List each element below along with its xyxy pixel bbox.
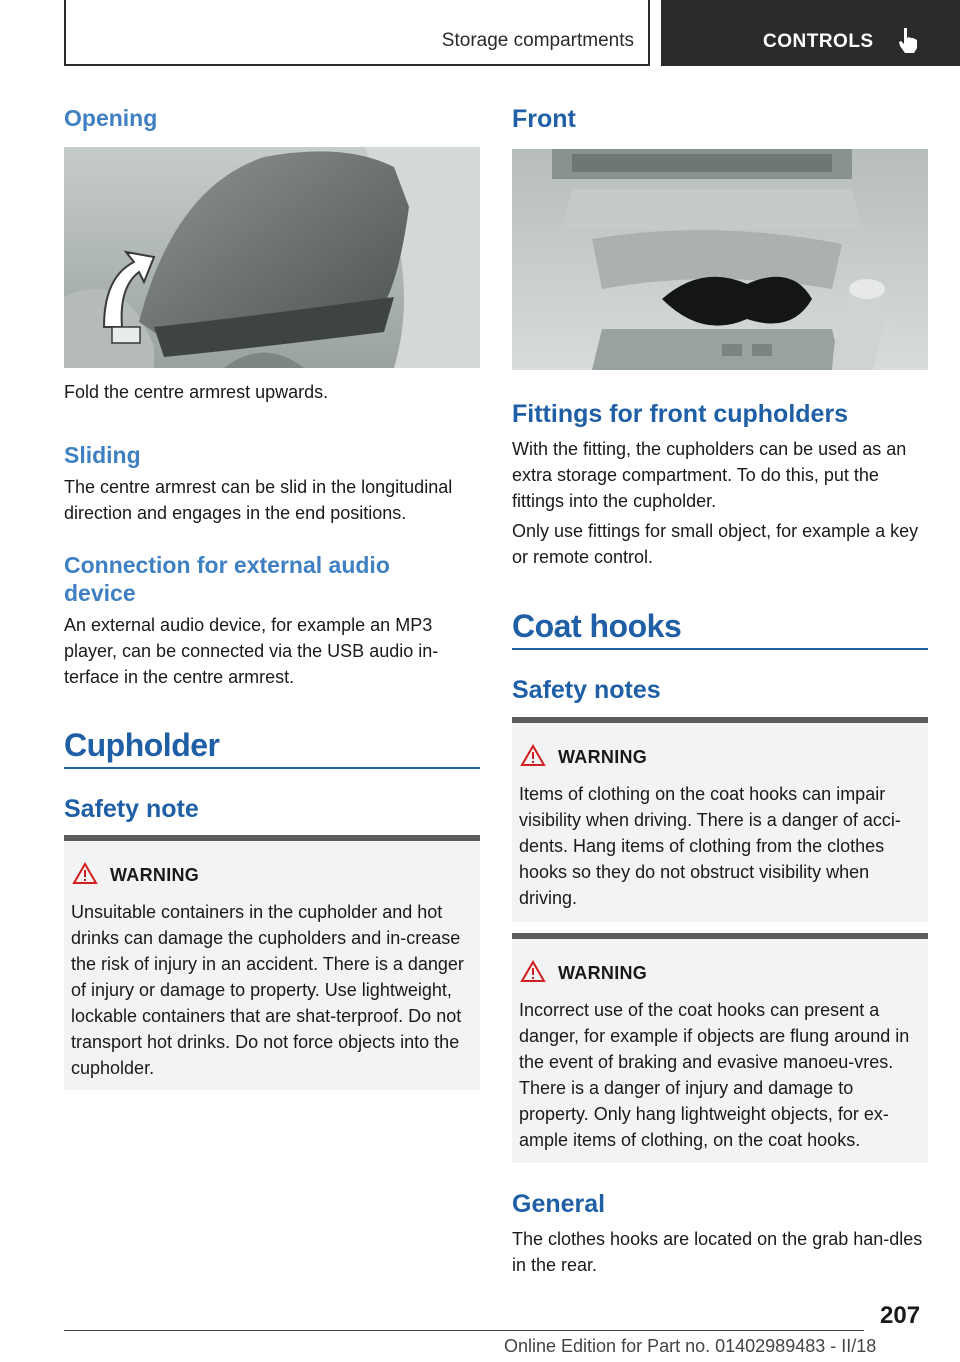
fittings-heading: Fittings for front cupholders (512, 400, 849, 428)
connection-heading: Connection for external audio device (64, 552, 390, 606)
warning-triangle-icon (72, 862, 98, 885)
warning-title: WARNING (558, 963, 648, 983)
safety-note-heading: Safety note (64, 795, 199, 823)
warning-text: Incorrect use of the coat hooks can present a danger, for example if objects are flung around in the event of braking and evasive manoeu-vres. There is a danger of injury and damage to property. Only hang lightweight objects, for ex-ample items of clothing, on the coat hooks. (519, 1000, 910, 1150)
fittings-text-2: Only use fittings for small object, for example a key or remote control. (512, 521, 919, 567)
front-heading: Front (512, 105, 576, 133)
warning-text: Items of clothing on the coat hooks can impair visibility when driving. There is a danger of acci-dents. Hang items of clothing from the clothes hooks so they do not obstruct visibility when driving. (519, 784, 901, 908)
sliding-text: The centre armrest can be slid in the longitudinal direction and engages in the end positions. (64, 477, 453, 523)
coat-hooks-heading: Coat hooks (512, 608, 682, 644)
general-heading: General (512, 1190, 606, 1218)
connection-text: An external audio device, for example an MP3 player, can be connected via the USB audio in-terface in the centre armrest. (64, 615, 439, 687)
warning-triangle-icon (520, 744, 546, 767)
header-section-title: Storage compartments (441, 30, 634, 51)
header-chapter-box (661, 0, 960, 66)
footer-edition: Online Edition for Part no. 01402989483 - II/18 (504, 1336, 877, 1356)
warning-box-1 (512, 717, 928, 922)
header-section-box (64, 0, 650, 66)
safety-notes-heading: Safety notes (512, 676, 661, 704)
opening-heading: Opening (64, 105, 158, 131)
opening-text: Fold the centre armrest upwards. (64, 382, 329, 402)
warning-title: WARNING (558, 747, 648, 767)
coat-hooks-rule (512, 648, 928, 650)
warning-box (64, 835, 480, 1090)
sliding-heading: Sliding (64, 442, 141, 468)
cupholder-image (512, 149, 928, 370)
cupholder-rule (64, 767, 480, 769)
armrest-image (64, 147, 480, 368)
cupholder-heading: Cupholder (64, 727, 220, 763)
warning-triangle-icon (520, 960, 546, 983)
page-number: 207 (880, 1302, 921, 1329)
warning-text: Unsuitable containers in the cupholder and hot drinks can damage the cupholders and in-crease the risk of injury in an accident. There is a danger of injury or damage to property. Use lightweight, lockable containers that are shat-terproof. Do not transport hot drinks. Do not force objects into the cupholder. (71, 902, 464, 1078)
warning-title: WARNING (110, 865, 200, 885)
warning-box-2 (512, 933, 928, 1163)
pointing-hand-icon (897, 26, 919, 54)
fittings-text-1: With the fitting, the cupholders can be used as an extra storage compartment. To do this, put the fittings into the cupholder. (512, 439, 907, 511)
general-text: The clothes hooks are located on the grab han-dles in the rear. (512, 1229, 923, 1275)
header-chapter-title: CONTROLS (763, 31, 874, 52)
footer-rule (64, 1330, 864, 1331)
